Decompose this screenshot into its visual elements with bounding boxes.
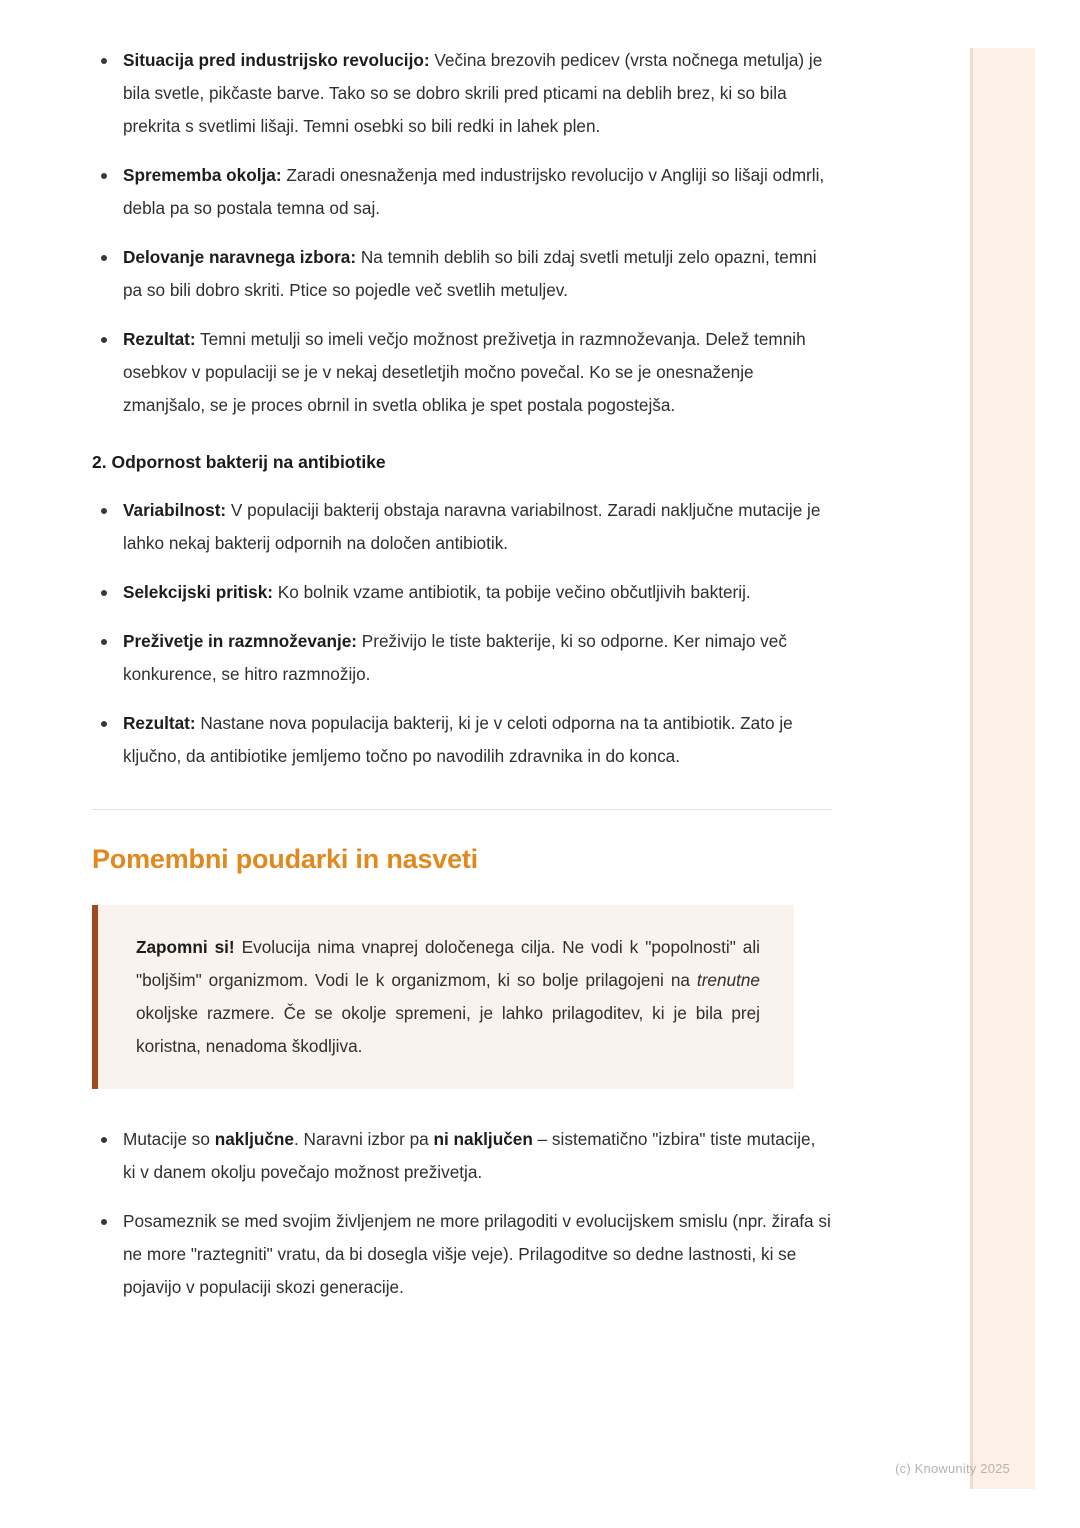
list-item-pre: Mutacije so xyxy=(123,1129,215,1149)
document-content xyxy=(92,44,832,1320)
list-item xyxy=(92,159,832,225)
list-item-lead: Rezultat: xyxy=(123,713,196,733)
callout-italic: trenutne xyxy=(696,970,760,990)
list-natural-selection-moths xyxy=(92,44,832,422)
list-item-mid: . Naravni izbor pa xyxy=(294,1129,434,1149)
list-item-text: Ko bolnik vzame antibiotik, ta pobije večino občutljivih bakterij. xyxy=(273,582,751,602)
section-divider xyxy=(92,809,832,810)
list-item-text: Na temnih deblih so bili zdaj svetli metulji zelo opazni, temni pa so bili dobro skriti. Ptice so pojedle več svetlih metuljev. xyxy=(123,247,817,300)
list-bacteria-resistance xyxy=(92,494,832,773)
list-key-points xyxy=(92,1123,832,1304)
callout-lead: Zapomni si! xyxy=(136,937,235,957)
list-item-lead: Rezultat: xyxy=(123,329,196,349)
list-item-text: Preživijo le tiste bakterije, ki so odporne. Ker nimajo več konkurence, se hitro razmnožijo. xyxy=(123,631,787,684)
list-item-lead: Variabilnost: xyxy=(123,500,227,520)
list-item xyxy=(92,707,832,773)
list-item-pre: Posameznik se med svojim življenjem ne more prilagoditi v evolucijskem smislu (npr. žirafa si ne more "raztegniti" vratu, da bi dosegla višje veje). Prilagoditve so dedne lastnosti, ki se pojavijo v populaciji skozi generacije. xyxy=(123,1211,831,1297)
page-right-margin xyxy=(970,0,1080,1528)
section-title: Pomembni poudarki in nasveti xyxy=(92,844,478,874)
list-item xyxy=(92,44,832,143)
list-item xyxy=(92,241,832,307)
callout-part2: okoljske razmere. Če se okolje spremeni, je lahko prilagoditev, ki je bila prej koristna, nenadoma škodljiva. xyxy=(136,1003,760,1056)
list-item-bold-2: ni naključen xyxy=(433,1129,533,1149)
decorative-side-strip xyxy=(970,48,1035,1489)
list-item-bold-1: naključne xyxy=(214,1129,294,1149)
list-item xyxy=(92,625,832,691)
callout-part1: Evolucija nima vnaprej določenega cilja. Ne vodi k "popolnosti" ali "boljšim" organizmom. Vodi le k organizmom, ki so bolje prilagojeni na xyxy=(136,937,760,990)
list-item xyxy=(92,494,832,560)
callout-remember xyxy=(92,905,794,1089)
copyright-credit: (c) Knowunity 2025 xyxy=(895,1461,1010,1476)
list-item-text: Zaradi onesnaženja med industrijsko revolucijo v Angliji so lišaji odmrli, debla pa so postala temna od saj. xyxy=(123,165,825,218)
subheading-bacteria-resistance: 2. Odpornost bakterij na antibiotike xyxy=(92,452,386,472)
list-item-lead: Sprememba okolja: xyxy=(123,165,282,185)
list-item xyxy=(92,1205,832,1304)
list-item xyxy=(92,323,832,422)
list-item xyxy=(92,576,832,609)
list-item-text: Temni metulji so imeli večjo možnost preživetja in razmnoževanja. Delež temnih osebkov v populaciji se je v nekaj desetletjih močno povečal. Ko se je onesnaženje zmanjšalo, se je proces obrnil in svetla oblika je spet postala pogostejša. xyxy=(123,329,806,415)
list-item-post: – sistematično "izbira" tiste mutacije, ki v danem okolju povečajo možnost preživetja. xyxy=(123,1129,816,1182)
callout-text xyxy=(136,931,760,1063)
list-item-text: Nastane nova populacija bakterij, ki je v celoti odporna na ta antibiotik. Zato je ključno, da antibiotike jemljemo točno po navodilih zdravnika in do konca. xyxy=(123,713,793,766)
list-item-lead: Preživetje in razmnoževanje: xyxy=(123,631,358,651)
list-item xyxy=(92,1123,832,1189)
list-item-lead: Situacija pred industrijsko revolucijo: xyxy=(123,50,430,70)
list-item-lead: Delovanje naravnega izbora: xyxy=(123,247,357,267)
list-item-text: Večina brezovih pedicev (vrsta nočnega metulja) je bila svetle, pikčaste barve. Tako so se dobro skrili pred pticami na deblih brez, ki so bila prekrita s svetlimi lišaji. Temni osebki so bili redki in lahek plen. xyxy=(123,50,823,136)
list-item-text: V populaciji bakterij obstaja naravna variabilnost. Zaradi naključne mutacije je lahko nekaj bakterij odpornih na določen antibiotik. xyxy=(123,500,821,553)
list-item-lead: Selekcijski pritisk: xyxy=(123,582,273,602)
